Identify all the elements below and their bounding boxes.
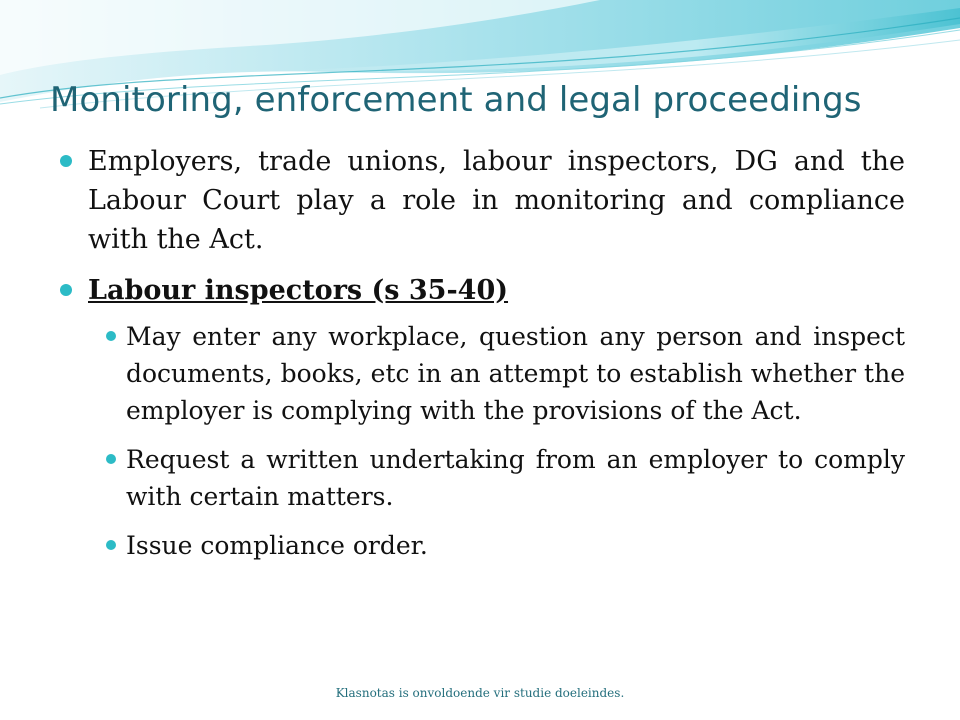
slide-footer: Klasnotas is onvoldoende vir studie doeleindes. [335,686,625,700]
bullet-dot-icon [60,155,72,167]
bullet-dot-icon [106,331,116,341]
bullet-dot-icon [106,454,116,464]
sub-bullet-text: Request a written undertaking from an employer to comply with certain matters. [126,445,905,511]
sub-bullet-text: May enter any workplace, question any person and inspect documents, books, etc in an attempt to establish whether the employer is complying with the provisions of the Act. [126,322,905,425]
sub-bullet-item [106,318,905,429]
section-heading: Labour inspectors (s 35-40) [88,275,509,306]
slide-title: Monitoring, enforcement and legal proceedings [50,80,862,120]
bullet-dot-icon [106,540,116,550]
sub-bullet-text: Issue compliance order. [126,531,428,560]
sub-bullet-item [106,527,905,564]
bullet-item [60,271,905,310]
slide-content [60,140,905,564]
bullet-text: Employers, trade unions, labour inspectors, DG and the Labour Court play a role in monitoring and compliance with the Act. [88,146,905,255]
bullet-dot-icon [60,284,72,296]
bullet-item [60,142,905,259]
sub-bullet-item [106,441,905,515]
